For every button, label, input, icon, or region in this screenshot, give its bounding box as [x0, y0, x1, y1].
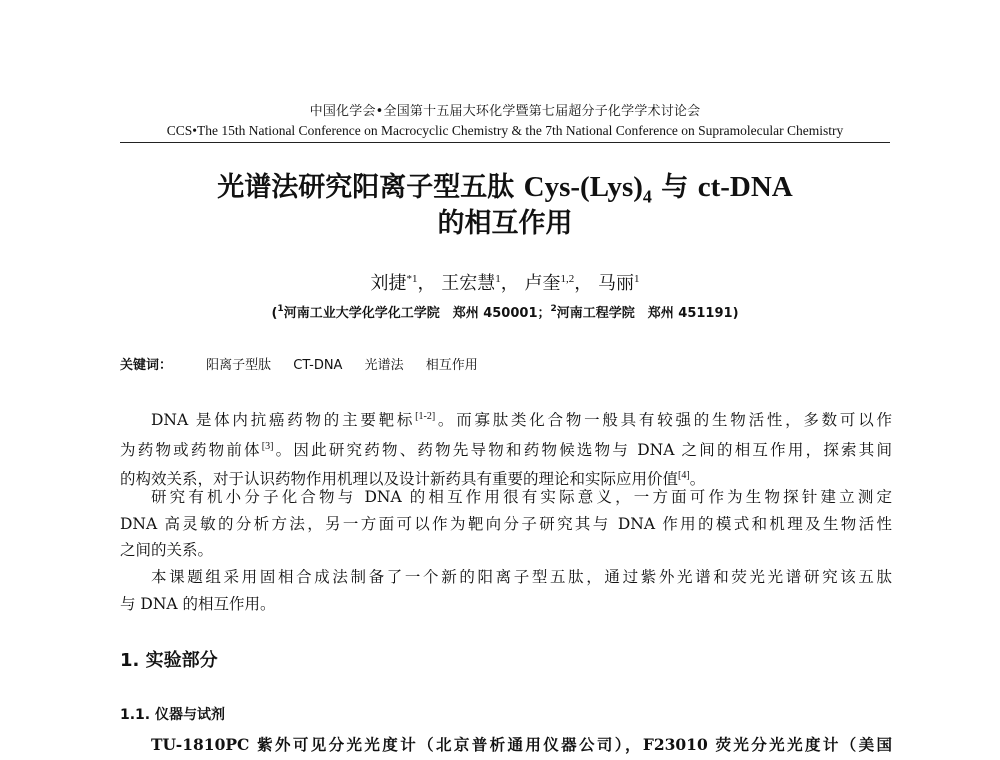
text-line — [120, 404, 892, 434]
subsection-heading-1-1: 1.1. 仪器与试剂 — [120, 707, 225, 723]
keyword: CT-DNA — [293, 358, 343, 373]
text-line — [120, 434, 892, 464]
text-run: 为药物或药物前体 — [120, 440, 262, 459]
keyword: 相互作用 — [425, 358, 478, 373]
author-separator: ， — [574, 273, 593, 294]
author-affil-mark: 1,2 — [560, 273, 575, 285]
author-name: 马丽 — [597, 273, 634, 294]
title-dna: ct-DNA — [697, 171, 793, 203]
keyword: 阳离子型肽 — [206, 358, 272, 373]
keyword: 光谱法 — [364, 358, 404, 373]
text-run: 。 — [689, 470, 706, 488]
title-prefix: 光谱法研究阳离子型五肽 — [217, 172, 524, 203]
affil-open-paren: ( — [271, 306, 278, 321]
section-heading-1: 1. 实验部分 — [120, 650, 218, 671]
author-separator: ， — [500, 273, 519, 294]
author-affil-mark: *1 — [406, 273, 418, 285]
instruments-paragraph — [120, 732, 892, 759]
author-affil-mark: 1 — [633, 273, 640, 285]
title-formula-subscript: 4 — [642, 186, 652, 207]
text-run: 。而寡肽类化合物一般具有较强的生物活性，多数可以作 — [435, 411, 892, 429]
keywords-label: 关键词： — [120, 358, 173, 373]
affiliations — [120, 301, 890, 322]
paper-title-line-2: 的相互作用 — [437, 208, 573, 239]
text-line: 研究有机小分子化合物与 DNA 的相互作用很有实际意义，一方面可作为生物探针建立测定 — [151, 488, 892, 506]
header-rule — [120, 142, 890, 143]
text-line: 与 DNA 的相互作用。 — [120, 594, 276, 613]
author-name: 刘捷 — [370, 273, 407, 294]
author-affil-mark: 1 — [495, 273, 501, 285]
text-line: 本课题组采用固相合成法制备了一个新的阳离子型五肽，通过紫外光谱和荧光光谱研究该五肽 — [151, 568, 892, 586]
author-name: 卢奎 — [524, 273, 561, 294]
intro-paragraph-2 — [120, 484, 892, 564]
author-separator: ， — [417, 273, 436, 294]
running-head-chinese: 中国化学会•全国第十五届大环化学暨第七届超分子化学学术讨论会 — [309, 104, 701, 119]
text-run: 的构效关系，对于认识药物作用机理以及设计新药具有重要的理论和实际应用价值 — [120, 470, 679, 488]
text-run: 。因此研究药物、药物先导物和药物候选物与 DNA 之间的相互作用，探索其间 — [273, 440, 892, 459]
affil-2: 河南工程学院 郑州 451191) — [556, 306, 739, 321]
running-head-english: CCS•The 15th National Conference on Macrocyclic Chemistry & the 7th National Conference on Supramolecular Chemistry — [166, 123, 844, 138]
affil-1: 河南工业大学化学化工学院 郑州 450001； — [283, 306, 551, 321]
text-line: TU-1810PC 紫外可见分光光度计（北京普析通用仪器公司），F23010 荧光分光光度计（美国 — [151, 735, 892, 754]
text-run: DNA 是体内抗癌药物的主要靶标 — [151, 411, 416, 429]
intro-paragraph-1 — [120, 404, 892, 493]
author-name: 王宏慧 — [441, 273, 496, 294]
affil-mark-1: 1 — [277, 304, 284, 314]
citation: [3] — [261, 440, 274, 452]
citation: [1-2] — [415, 411, 436, 422]
text-line: 之间的关系。 — [120, 541, 214, 559]
title-formula: Cys-(Lys) — [523, 171, 643, 203]
intro-paragraph-3 — [120, 564, 892, 617]
affil-mark-2: 2 — [550, 304, 557, 314]
title-conjunction: 与 — [651, 172, 698, 203]
keywords — [120, 358, 496, 374]
author-list — [120, 268, 890, 295]
citation: [4] — [678, 470, 690, 481]
text-line: DNA 高灵敏的分析方法，另一方面可以作为靶向分子研究其与 DNA 作用的模式和机理及生物活性 — [120, 514, 892, 533]
